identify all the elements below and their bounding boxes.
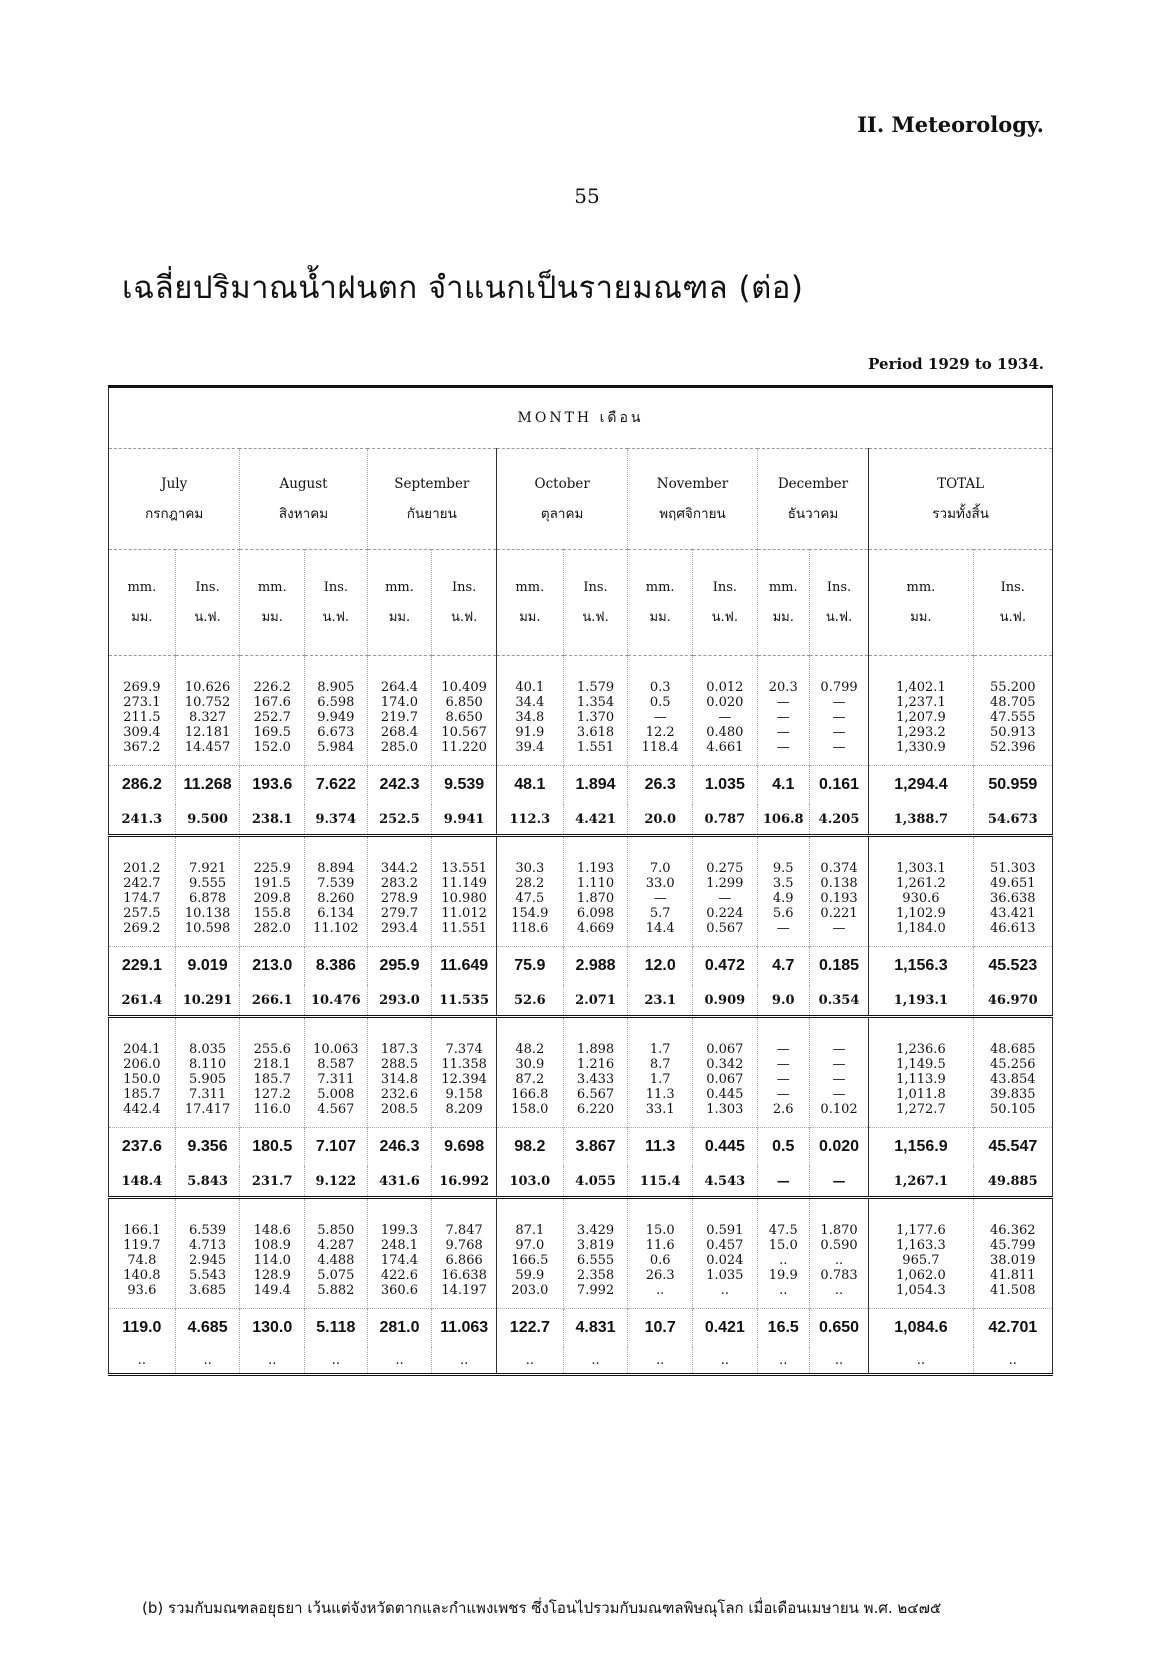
data-cell: 13.551 11.149 10.980 11.012 11.551 xyxy=(432,836,497,947)
unit-en: mm. xyxy=(768,579,798,595)
month-name-en: December xyxy=(777,476,849,492)
month-name-cell xyxy=(628,449,757,550)
average-cell: 10.7 xyxy=(628,1309,693,1348)
secondary-cell: .. xyxy=(869,1347,973,1375)
secondary-row xyxy=(109,985,1053,1017)
average-cell: 0.161 xyxy=(809,766,868,805)
month-name-cell xyxy=(496,449,627,550)
secondary-cell: .. xyxy=(973,1347,1052,1375)
secondary-cell: 9.941 xyxy=(432,804,497,836)
secondary-cell: .. xyxy=(367,1347,432,1375)
unit-th: มม. xyxy=(131,609,153,625)
unit-cell xyxy=(305,550,368,656)
data-cell: 15.0 11.6 0.6 26.3 .. xyxy=(628,1198,693,1309)
secondary-cell: 1,388.7 xyxy=(869,804,973,836)
secondary-cell: 2.071 xyxy=(563,985,628,1017)
data-cell: 10.409 6.850 8.650 10.567 11.220 xyxy=(432,656,497,766)
data-cell: 8.035 8.110 5.905 7.311 17.417 xyxy=(175,1017,240,1128)
unit-cell xyxy=(563,550,628,656)
month-name-cell xyxy=(240,449,367,550)
average-cell: 4.1 xyxy=(757,766,809,805)
unit-en: Ins. xyxy=(583,579,608,595)
unit-th: น.ฟ. xyxy=(322,609,350,625)
unit-cell xyxy=(367,550,432,656)
average-cell: 45.523 xyxy=(973,947,1052,986)
unit-en: Ins. xyxy=(323,579,348,595)
average-row xyxy=(109,766,1053,805)
secondary-cell: 23.1 xyxy=(628,985,693,1017)
data-cell: 8.905 6.598 9.949 6.673 5.984 xyxy=(305,656,368,766)
unit-cell xyxy=(973,550,1052,656)
page-number: 55 xyxy=(574,184,600,208)
average-cell: 0.5 xyxy=(757,1128,809,1167)
data-block-row xyxy=(109,1198,1053,1309)
average-row xyxy=(109,947,1053,986)
secondary-cell: 431.6 xyxy=(367,1166,432,1198)
month-name-th: กรกฎาคม xyxy=(145,506,204,522)
unit-cell xyxy=(757,550,809,656)
average-cell: 1.035 xyxy=(693,766,758,805)
average-cell: 0.445 xyxy=(693,1128,758,1167)
unit-cell xyxy=(432,550,497,656)
month-name-cell xyxy=(869,449,1053,550)
month-name-en: September xyxy=(394,476,470,492)
secondary-cell: .. xyxy=(240,1347,305,1375)
average-cell: 7.107 xyxy=(305,1128,368,1167)
unit-en: mm. xyxy=(385,579,414,595)
average-row xyxy=(109,1128,1053,1167)
data-cell: 1.579 1.354 1.370 3.618 1.551 xyxy=(563,656,628,766)
data-cell: 0.374 0.138 0.193 0.221 — xyxy=(809,836,868,947)
unit-cell xyxy=(809,550,868,656)
average-cell: 8.386 xyxy=(305,947,368,986)
average-cell: 5.118 xyxy=(305,1309,368,1348)
data-cell: 0.591 0.457 0.024 1.035 .. xyxy=(693,1198,758,1309)
secondary-cell: .. xyxy=(496,1347,563,1375)
secondary-cell: 4.543 xyxy=(693,1166,758,1198)
secondary-cell: 11.535 xyxy=(432,985,497,1017)
average-cell: 130.0 xyxy=(240,1309,305,1348)
data-cell: 40.1 34.4 34.8 91.9 39.4 xyxy=(496,656,563,766)
secondary-cell: 115.4 xyxy=(628,1166,693,1198)
data-cell: 7.374 11.358 12.394 9.158 8.209 xyxy=(432,1017,497,1128)
secondary-cell: 4.421 xyxy=(563,804,628,836)
data-cell: 9.5 3.5 4.9 5.6 — xyxy=(757,836,809,947)
secondary-cell: 52.6 xyxy=(496,985,563,1017)
unit-th: น.ฟ. xyxy=(825,609,853,625)
average-cell: 7.622 xyxy=(305,766,368,805)
data-cell: 46.362 45.799 38.019 41.811 41.508 xyxy=(973,1198,1052,1309)
secondary-cell: — xyxy=(809,1166,868,1198)
secondary-cell: 10.476 xyxy=(305,985,368,1017)
average-cell: 4.7 xyxy=(757,947,809,986)
secondary-cell: 261.4 xyxy=(109,985,176,1017)
month-header: MONTH เดือน xyxy=(109,387,1053,449)
unit-en: Ins. xyxy=(195,579,220,595)
data-cell: 0.799 — — — — xyxy=(809,656,868,766)
unit-th: มม. xyxy=(649,609,671,625)
average-cell: 281.0 xyxy=(367,1309,432,1348)
secondary-cell: 46.970 xyxy=(973,985,1052,1017)
average-cell: 12.0 xyxy=(628,947,693,986)
unit-cell xyxy=(240,550,305,656)
month-names-row xyxy=(109,449,1053,550)
secondary-cell: 9.374 xyxy=(305,804,368,836)
secondary-cell: .. xyxy=(175,1347,240,1375)
month-name-th: รวมทั้งสิ้น xyxy=(932,506,989,522)
secondary-cell: 148.4 xyxy=(109,1166,176,1198)
average-cell: 4.831 xyxy=(563,1309,628,1348)
rainfall-table-container xyxy=(108,385,1053,1376)
unit-th: น.ฟ. xyxy=(582,609,609,625)
average-row xyxy=(109,1309,1053,1348)
month-name-th: ตุลาคม xyxy=(540,506,584,522)
average-cell: 98.2 xyxy=(496,1128,563,1167)
data-cell: 225.9 191.5 209.8 155.8 282.0 xyxy=(240,836,305,947)
secondary-cell: 1,193.1 xyxy=(869,985,973,1017)
secondary-cell: .. xyxy=(305,1347,368,1375)
data-block-row xyxy=(109,836,1053,947)
average-cell: 1.894 xyxy=(563,766,628,805)
data-cell: 8.894 7.539 8.260 6.134 11.102 xyxy=(305,836,368,947)
period-label: Period 1929 to 1934. xyxy=(868,355,1044,373)
data-cell: 87.1 97.0 166.5 59.9 203.0 xyxy=(496,1198,563,1309)
month-name-en: July xyxy=(161,476,188,492)
secondary-cell: 9.0 xyxy=(757,985,809,1017)
unit-th: น.ฟ. xyxy=(711,609,739,625)
average-cell: 9.019 xyxy=(175,947,240,986)
page-title: เฉลี่ยปริมาณน้ำฝนตก จำแนกเป็นรายมณฑล (ต่อ) xyxy=(122,270,804,306)
secondary-cell: 112.3 xyxy=(496,804,563,836)
data-cell: 5.850 4.287 4.488 5.075 5.882 xyxy=(305,1198,368,1309)
month-name-th: กันยายน xyxy=(406,506,457,522)
average-cell: 2.988 xyxy=(563,947,628,986)
unit-th: มม. xyxy=(261,609,283,625)
unit-th: น.ฟ. xyxy=(999,609,1026,625)
unit-en: Ins. xyxy=(826,579,852,595)
average-cell: 229.1 xyxy=(109,947,176,986)
secondary-cell: 266.1 xyxy=(240,985,305,1017)
average-cell: 11.268 xyxy=(175,766,240,805)
month-name-en: October xyxy=(534,476,590,492)
month-name-cell xyxy=(367,449,496,550)
secondary-cell: 0.354 xyxy=(809,985,868,1017)
month-name-th: สิงหาคม xyxy=(278,506,329,522)
secondary-cell: 103.0 xyxy=(496,1166,563,1198)
average-cell: 193.6 xyxy=(240,766,305,805)
average-cell: 295.9 xyxy=(367,947,432,986)
average-cell: 237.6 xyxy=(109,1128,176,1167)
data-cell: 1,402.1 1,237.1 1,207.9 1,293.2 1,330.9 xyxy=(869,656,973,766)
average-cell: 11.063 xyxy=(432,1309,497,1348)
data-cell: 1,177.6 1,163.3 965.7 1,062.0 1,054.3 xyxy=(869,1198,973,1309)
data-cell: 55.200 48.705 47.555 50.913 52.396 xyxy=(973,656,1052,766)
data-cell: 1.870 0.590 .. 0.783 .. xyxy=(809,1198,868,1309)
data-block-row xyxy=(109,1017,1053,1128)
secondary-cell: 1,267.1 xyxy=(869,1166,973,1198)
average-cell: 180.5 xyxy=(240,1128,305,1167)
average-cell: 246.3 xyxy=(367,1128,432,1167)
unit-th: น.ฟ. xyxy=(450,609,478,625)
data-cell: 7.0 33.0 — 5.7 14.4 xyxy=(628,836,693,947)
data-cell: 48.2 30.9 87.2 166.8 158.0 xyxy=(496,1017,563,1128)
average-cell: 0.472 xyxy=(693,947,758,986)
data-cell: 204.1 206.0 150.0 185.7 442.4 xyxy=(109,1017,176,1128)
data-cell: — — — — 2.6 xyxy=(757,1017,809,1128)
data-cell: 187.3 288.5 314.8 232.6 208.5 xyxy=(367,1017,432,1128)
average-cell: 9.539 xyxy=(432,766,497,805)
secondary-cell: 16.992 xyxy=(432,1166,497,1198)
secondary-cell: 238.1 xyxy=(240,804,305,836)
average-cell: 11.649 xyxy=(432,947,497,986)
data-cell: 1.7 8.7 1.7 11.3 33.1 xyxy=(628,1017,693,1128)
unit-cell xyxy=(693,550,758,656)
unit-en: mm. xyxy=(906,579,936,595)
unit-en: mm. xyxy=(515,579,545,595)
average-cell: 0.185 xyxy=(809,947,868,986)
average-cell: 45.547 xyxy=(973,1128,1052,1167)
data-cell: 30.3 28.2 47.5 154.9 118.6 xyxy=(496,836,563,947)
data-cell: 0.012 0.020 — 0.480 4.661 xyxy=(693,656,758,766)
average-cell: 242.3 xyxy=(367,766,432,805)
secondary-cell: .. xyxy=(809,1347,868,1375)
average-cell: 26.3 xyxy=(628,766,693,805)
average-cell: 11.3 xyxy=(628,1128,693,1167)
month-name-th: ธันวาคม xyxy=(787,506,839,522)
unit-cell xyxy=(496,550,563,656)
secondary-cell: 106.8 xyxy=(757,804,809,836)
unit-cell xyxy=(109,550,176,656)
secondary-cell: 10.291 xyxy=(175,985,240,1017)
secondary-cell: .. xyxy=(432,1347,497,1375)
average-cell: 286.2 xyxy=(109,766,176,805)
data-cell: 255.6 218.1 185.7 127.2 116.0 xyxy=(240,1017,305,1128)
rainfall-table xyxy=(108,385,1053,1376)
average-cell: 50.959 xyxy=(973,766,1052,805)
data-cell: 201.2 242.7 174.7 257.5 269.2 xyxy=(109,836,176,947)
data-cell: 1.898 1.216 3.433 6.567 6.220 xyxy=(563,1017,628,1128)
average-cell: 4.685 xyxy=(175,1309,240,1348)
data-cell: 7.921 9.555 6.878 10.138 10.598 xyxy=(175,836,240,947)
month-name-cell xyxy=(757,449,869,550)
data-cell: 148.6 108.9 114.0 128.9 149.4 xyxy=(240,1198,305,1309)
unit-en: mm. xyxy=(127,579,157,595)
data-cell: 0.067 0.342 0.067 0.445 1.303 xyxy=(693,1017,758,1128)
secondary-cell: 5.843 xyxy=(175,1166,240,1198)
unit-th: น.ฟ. xyxy=(194,609,221,625)
month-name-th: พฤศจิกายน xyxy=(659,506,726,522)
secondary-cell: 49.885 xyxy=(973,1166,1052,1198)
secondary-cell: 293.0 xyxy=(367,985,432,1017)
secondary-row xyxy=(109,804,1053,836)
data-cell: 48.685 45.256 43.854 39.835 50.105 xyxy=(973,1017,1052,1128)
data-cell: 166.1 119.7 74.8 140.8 93.6 xyxy=(109,1198,176,1309)
data-cell: 0.3 0.5 — 12.2 118.4 xyxy=(628,656,693,766)
secondary-row xyxy=(109,1347,1053,1375)
data-cell: — — — — 0.102 xyxy=(809,1017,868,1128)
average-cell: 16.5 xyxy=(757,1309,809,1348)
secondary-cell: 231.7 xyxy=(240,1166,305,1198)
unit-th: มม. xyxy=(388,609,411,625)
data-cell: 199.3 248.1 174.4 422.6 360.6 xyxy=(367,1198,432,1309)
data-block-row xyxy=(109,656,1053,766)
average-cell: 9.356 xyxy=(175,1128,240,1167)
secondary-row xyxy=(109,1166,1053,1198)
average-cell: 1,156.3 xyxy=(869,947,973,986)
average-cell: 213.0 xyxy=(240,947,305,986)
data-cell: 226.2 167.6 252.7 169.5 152.0 xyxy=(240,656,305,766)
month-name-en: November xyxy=(656,476,729,492)
unit-th: มม. xyxy=(910,609,932,625)
secondary-cell: — xyxy=(757,1166,809,1198)
data-cell: 1,303.1 1,261.2 930.6 1,102.9 1,184.0 xyxy=(869,836,973,947)
average-cell: 0.650 xyxy=(809,1309,868,1348)
average-cell: 1,294.4 xyxy=(869,766,973,805)
data-cell: 0.275 1.299 — 0.224 0.567 xyxy=(693,836,758,947)
data-cell: 3.429 3.819 6.555 2.358 7.992 xyxy=(563,1198,628,1309)
secondary-cell: 0.787 xyxy=(693,804,758,836)
average-cell: 42.701 xyxy=(973,1309,1052,1348)
units-row xyxy=(109,550,1053,656)
unit-en: Ins. xyxy=(451,579,477,595)
unit-en: mm. xyxy=(257,579,287,595)
average-cell: 75.9 xyxy=(496,947,563,986)
secondary-cell: .. xyxy=(628,1347,693,1375)
month-name-cell xyxy=(109,449,240,550)
unit-en: mm. xyxy=(645,579,675,595)
secondary-cell: 4.055 xyxy=(563,1166,628,1198)
data-cell: 264.4 174.0 219.7 268.4 285.0 xyxy=(367,656,432,766)
data-cell: 51.303 49.651 36.638 43.421 46.613 xyxy=(973,836,1052,947)
secondary-cell: 20.0 xyxy=(628,804,693,836)
data-cell: 6.539 4.713 2.945 5.543 3.685 xyxy=(175,1198,240,1309)
average-cell: 122.7 xyxy=(496,1309,563,1348)
secondary-cell: .. xyxy=(563,1347,628,1375)
section-header: II. Meteorology. xyxy=(857,112,1044,137)
unit-en: Ins. xyxy=(712,579,737,595)
secondary-cell: .. xyxy=(693,1347,758,1375)
average-cell: 0.421 xyxy=(693,1309,758,1348)
data-cell: 1,236.6 1,149.5 1,113.9 1,011.8 1,272.7 xyxy=(869,1017,973,1128)
average-cell: 48.1 xyxy=(496,766,563,805)
secondary-cell: 241.3 xyxy=(109,804,176,836)
data-cell: 10.063 8.587 7.311 5.008 4.567 xyxy=(305,1017,368,1128)
unit-th: มม. xyxy=(519,609,541,625)
month-name-en: TOTAL xyxy=(937,476,985,492)
table-body xyxy=(109,656,1053,1375)
secondary-cell: .. xyxy=(109,1347,176,1375)
data-cell: 20.3 — — — — xyxy=(757,656,809,766)
data-cell: 7.847 9.768 6.866 16.638 14.197 xyxy=(432,1198,497,1309)
secondary-cell: 0.909 xyxy=(693,985,758,1017)
secondary-cell: 4.205 xyxy=(809,804,868,836)
data-cell: 344.2 283.2 278.9 279.7 293.4 xyxy=(367,836,432,947)
average-cell: 119.0 xyxy=(109,1309,176,1348)
average-cell: 9.698 xyxy=(432,1128,497,1167)
unit-cell xyxy=(628,550,693,656)
secondary-cell: .. xyxy=(757,1347,809,1375)
average-cell: 0.020 xyxy=(809,1128,868,1167)
unit-cell xyxy=(175,550,240,656)
average-cell: 1,084.6 xyxy=(869,1309,973,1348)
footnote: (b) รวมกับมณฑลอยุธยา เว้นแต่จังหวัดตากและกำแพงเพชร ซึ่งโอนไปรวมกับมณฑลพิษณุโลก เมื่อเดือนเมษายน พ.ศ. ๒๔๗๕ xyxy=(142,1599,942,1617)
data-cell: 269.9 273.1 211.5 309.4 367.2 xyxy=(109,656,176,766)
unit-en: Ins. xyxy=(1000,579,1025,595)
data-cell: 47.5 15.0 .. 19.9 .. xyxy=(757,1198,809,1309)
average-cell: 3.867 xyxy=(563,1128,628,1167)
secondary-cell: 252.5 xyxy=(367,804,432,836)
data-cell: 10.626 10.752 8.327 12.181 14.457 xyxy=(175,656,240,766)
secondary-cell: 9.122 xyxy=(305,1166,368,1198)
secondary-cell: 54.673 xyxy=(973,804,1052,836)
unit-th: มม. xyxy=(772,609,794,625)
secondary-cell: 9.500 xyxy=(175,804,240,836)
unit-cell xyxy=(869,550,973,656)
month-name-en: August xyxy=(279,476,328,492)
data-cell: 1.193 1.110 1.870 6.098 4.669 xyxy=(563,836,628,947)
average-cell: 1,156.9 xyxy=(869,1128,973,1167)
